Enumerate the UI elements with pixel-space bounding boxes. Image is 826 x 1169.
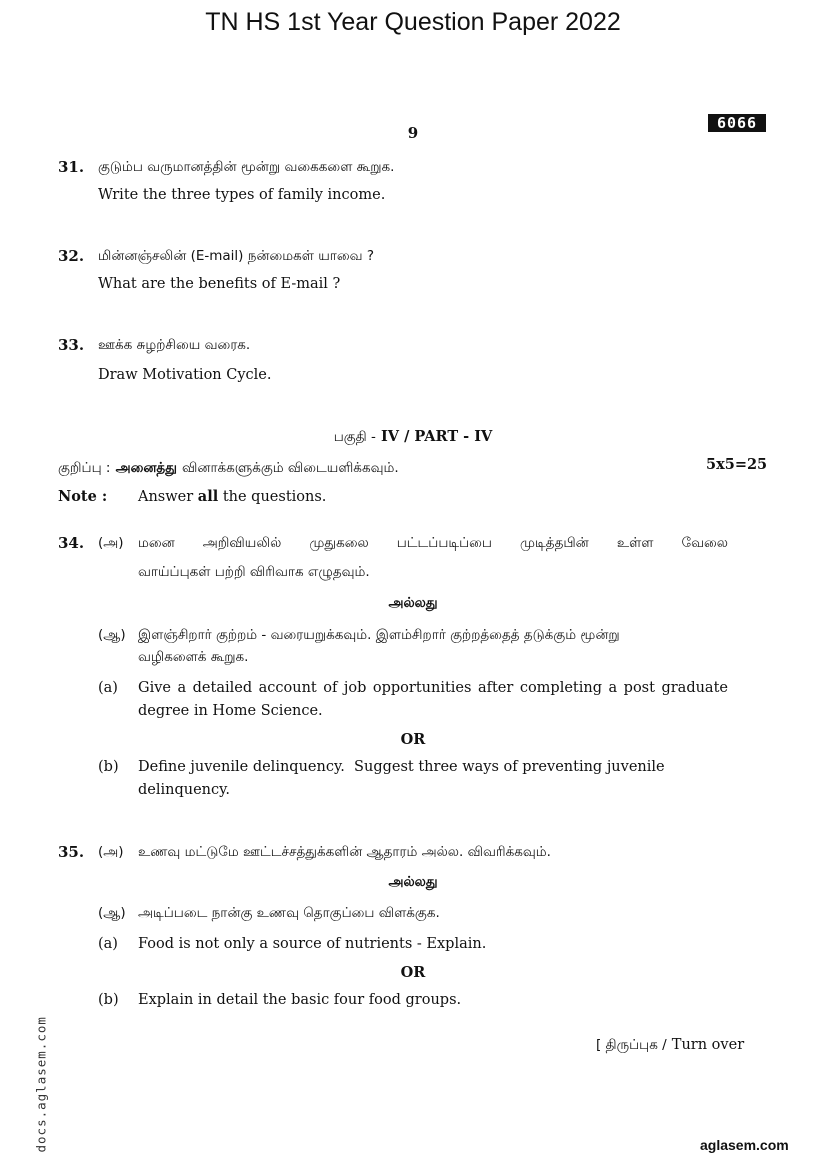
option-b-line1: Define juvenile delinquency. Suggest three ways of preventing juvenile — [138, 759, 665, 775]
note-label: Note : — [58, 488, 108, 505]
or-label: OR — [400, 731, 426, 748]
turn-over-english: Turn over — [671, 1037, 745, 1053]
part-heading-tamil: பகுதி - — [333, 429, 376, 445]
paper-code-badge: 6066 — [708, 114, 766, 132]
option-a-line2: degree in Home Science. — [138, 703, 323, 719]
note-text — [138, 488, 326, 505]
option-label-tamil: (ஆ) — [98, 627, 126, 643]
question-english: Draw Motivation Cycle. — [98, 367, 272, 383]
option-a-tamil-line2: வாய்ப்புகள் பற்றி விரிவாக எழுதவும். — [138, 564, 370, 580]
header-title: TN HS 1st Year Question Paper 2022 — [205, 8, 621, 36]
page-number: 9 — [407, 124, 419, 142]
watermark: docs.aglasem.com — [33, 1016, 49, 1153]
question-number: 34. — [58, 534, 85, 552]
option-label: (a) — [98, 936, 118, 952]
option-b-line2: delinquency. — [138, 782, 231, 798]
turn-over — [596, 1034, 744, 1055]
option-b-text: Explain in detail the basic four food groups. — [138, 992, 462, 1008]
option-label: (b) — [98, 759, 119, 775]
question-number: 35. — [58, 843, 85, 861]
question-tamil: மின்னஞ்சலின் (E-mail) நன்மைகள் யாவை ? — [98, 248, 375, 264]
option-b-tamil-line1: இளஞ்சிறார் குற்றம் - வரையறுக்கவும். இளம்சிறார் குற்றத்தைத் தடுக்கும் மூன்று — [138, 627, 620, 643]
note-tamil — [58, 457, 399, 478]
part-heading — [0, 426, 826, 447]
option-b-tamil-line2: வழிகளைக் கூறுக. — [138, 649, 249, 665]
question-number: 31. — [58, 158, 85, 176]
option-label-tamil: (ஆ) — [98, 905, 126, 921]
note-text-bold: all — [197, 488, 219, 505]
part-heading-english: IV / PART - IV — [381, 428, 493, 445]
option-label: (a) — [98, 680, 118, 696]
note-label-tamil: குறிப்பு : — [58, 460, 111, 476]
or-label: OR — [400, 964, 426, 981]
option-label-tamil: (அ) — [98, 535, 124, 551]
note-text-post: the questions. — [222, 489, 327, 505]
question-english: Write the three types of family income. — [98, 187, 386, 203]
marks-label: 5x5=25 — [706, 456, 768, 473]
option-a-line1: Give a detailed account of job opportunities after completing a post graduate — [138, 680, 728, 696]
question-number: 32. — [58, 247, 85, 265]
option-a-tamil-line1: மனை அறிவியலில் முதுகலை பட்டப்படிப்பை முடித்தபின் உள்ள வேலை — [138, 535, 728, 551]
question-tamil: ஊக்க சுழற்சியை வரைக. — [98, 337, 251, 353]
question-number: 33. — [58, 336, 85, 354]
note-text-pre: Answer — [138, 489, 194, 505]
option-label: (b) — [98, 992, 119, 1008]
question-tamil: குடும்ப வருமானத்தின் மூன்று வகைகளை கூறுக. — [98, 159, 395, 175]
or-tamil: அல்லது — [388, 595, 438, 611]
question-english: What are the benefits of E-mail ? — [98, 276, 341, 292]
option-b-tamil: அடிப்படை நான்கு உணவு தொகுப்பை விளக்குக. — [138, 905, 440, 921]
turn-over-tamil: [ திருப்புக / — [596, 1037, 667, 1053]
or-tamil: அல்லது — [388, 874, 438, 890]
option-a-tamil: உணவு மட்டுமே ஊட்டச்சத்துக்களின் ஆதாரம் அல்ல. விவரிக்கவும். — [138, 844, 551, 860]
footer-brand: aglasem.com — [700, 1137, 789, 1153]
note-text-tamil: வினாக்களுக்கும் விடையளிக்கவும். — [182, 460, 399, 476]
option-label-tamil: (அ) — [98, 844, 124, 860]
note-bold-tamil: அனைத்து — [115, 460, 177, 476]
option-a-text: Food is not only a source of nutrients - Explain. — [138, 936, 487, 952]
